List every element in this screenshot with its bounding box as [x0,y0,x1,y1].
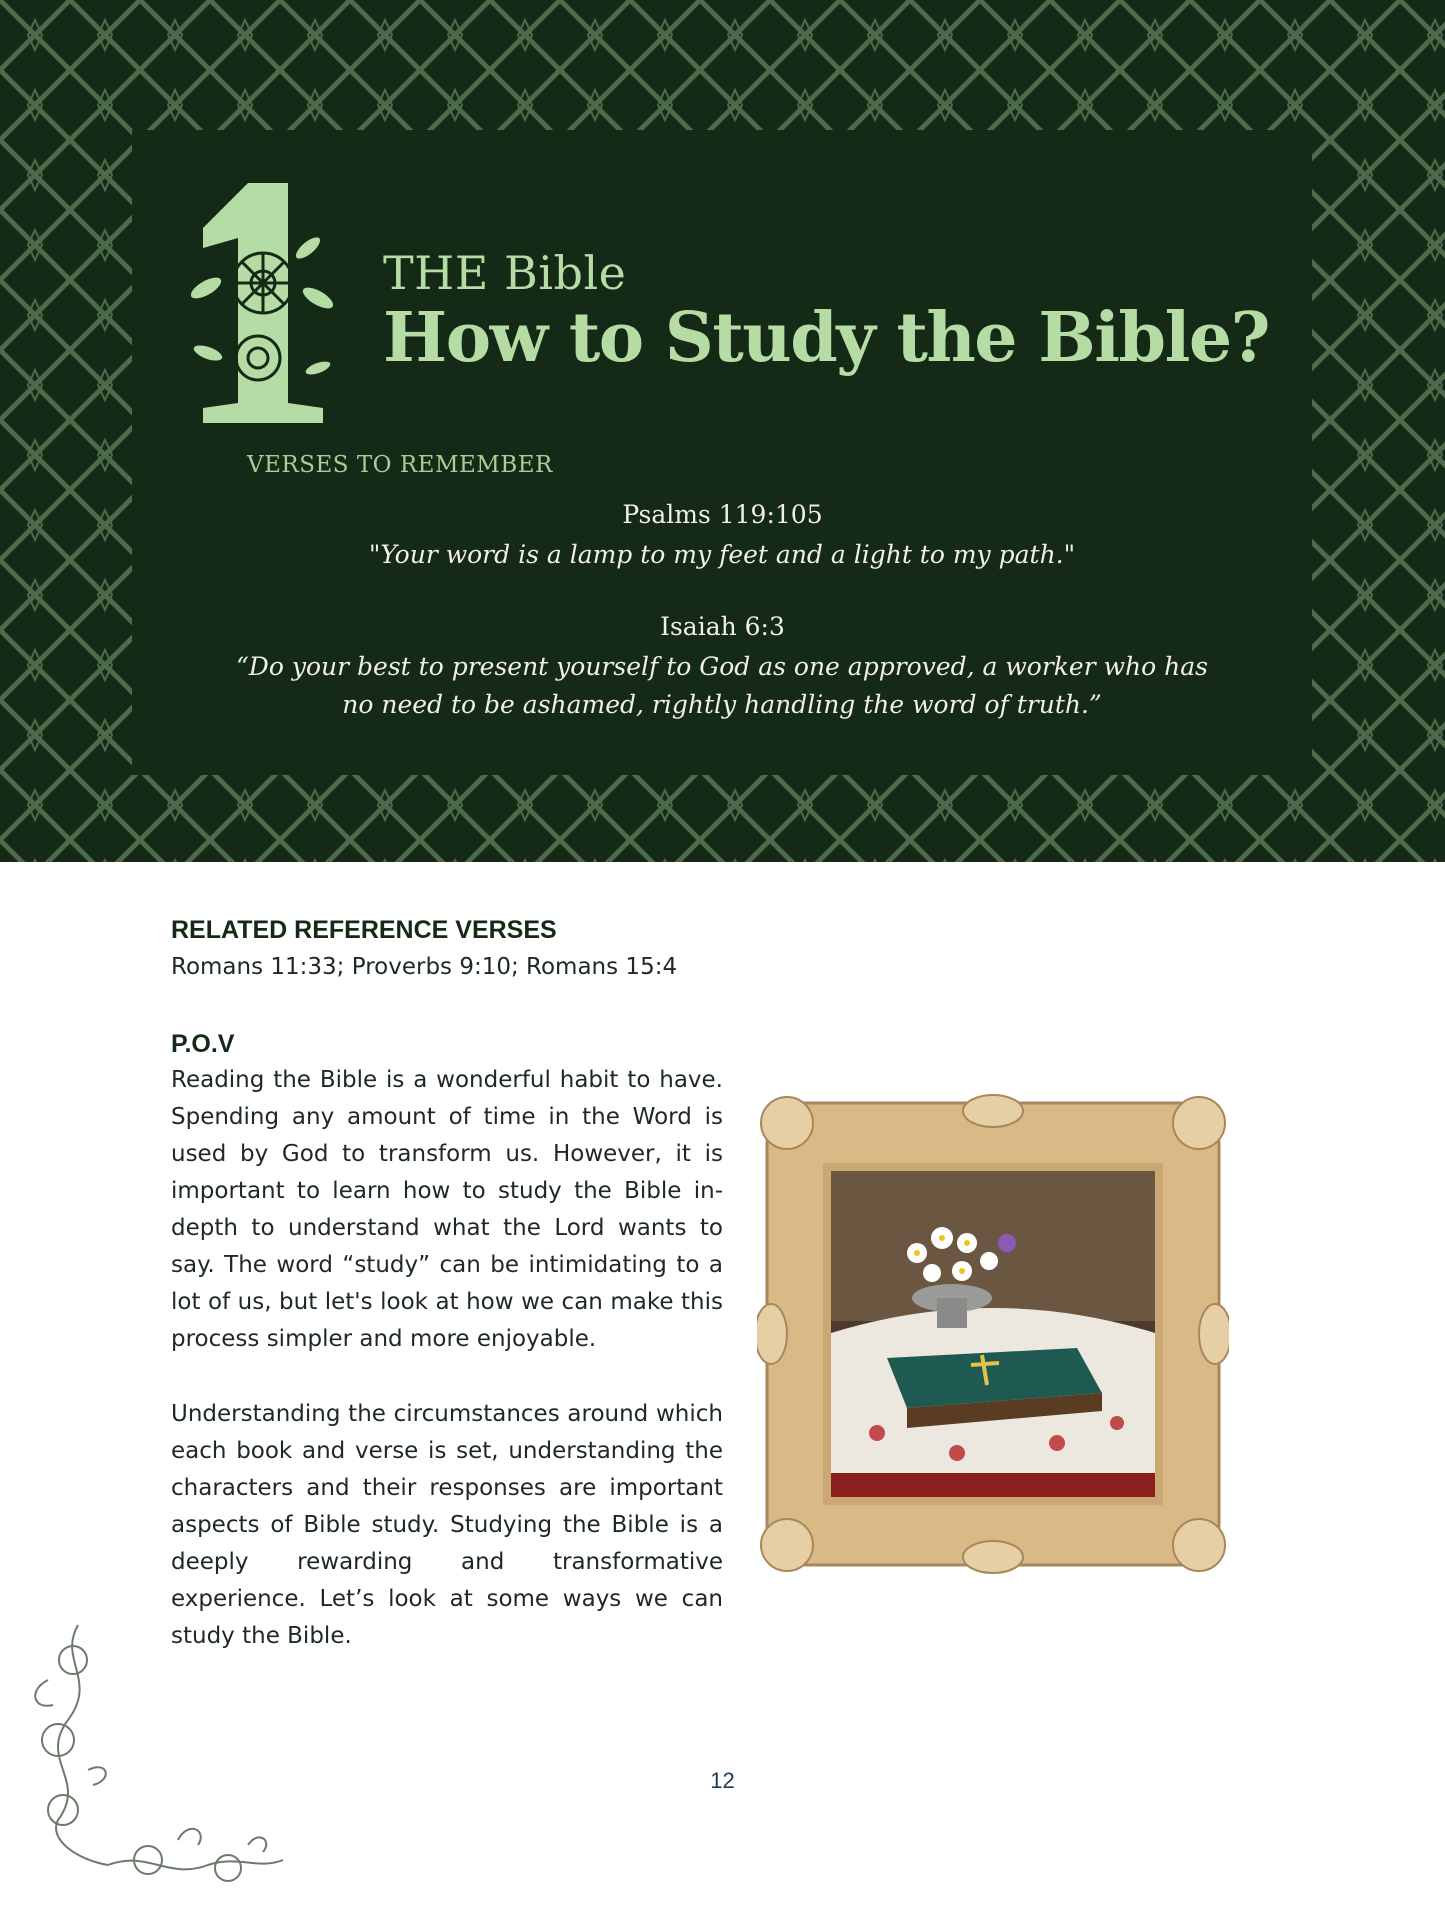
floral-number-one-icon [178,178,338,428]
pov-heading: P.O.V [171,1030,235,1058]
corner-flourish-icon [18,1620,288,1890]
pov-paragraph: Reading the Bible is a wonderful habit to have. Spending any amount of time in the Word is used by God to transform us. However, it is important to learn how to study the Bible in-depth to understand what the Lord wants to say. The word “study” can be intimidating to a lot of us, but let's look at how we can make this process simpler and more enjoyable. [171,1067,723,1352]
page-number: 12 [710,1768,735,1793]
framed-bible-painting-image [757,1093,1229,1575]
page-title: How to Study the Bible? [383,298,1270,378]
related-verses-heading: RELATED REFERENCE VERSES [171,916,557,944]
verse-reference: Psalms 119:105 [622,500,823,529]
header-banner [0,0,1445,862]
verse-text: "Your word is a lamp to my feet and a light to my path." [368,540,1076,569]
pov-paragraph: Understanding the circumstances around which each book and verse is set, understanding the characters and their responses are important aspects of Bible study. Studying the Bible is a deeply rewarding and transformative experience. Let’s look at some ways we can study the Bible. [171,1401,723,1649]
verse-reference: Isaiah 6:3 [660,612,785,641]
related-verses-text: Romans 11:33; Proverbs 9:10; Romans 15:4 [171,954,678,980]
verses-heading: VERSES TO REMEMBER [247,452,553,478]
subtitle: THE Bible [383,246,627,300]
verse-text: “Do your best to present yourself to God as one approved, a worker who has no need to be ashamed, rightly handling the word of truth.” [236,652,1208,719]
